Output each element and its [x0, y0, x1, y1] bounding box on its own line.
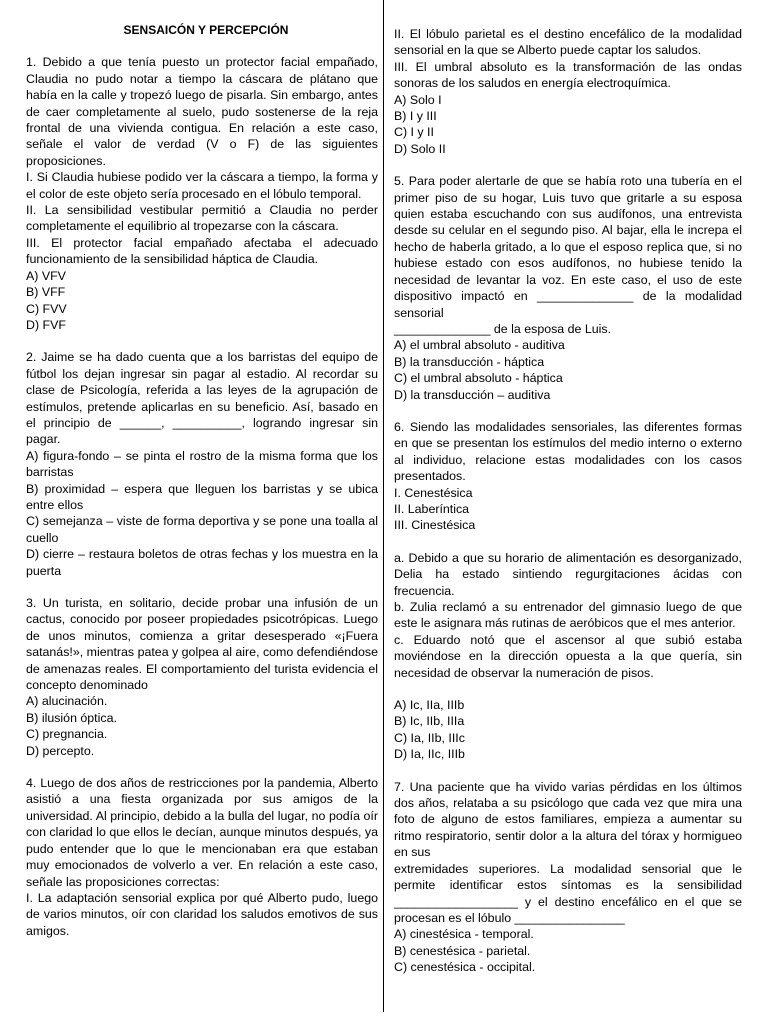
question-3-stem: 3. Un turista, en solitario, decide probar una infusión de un cactus, conocido por poseer propiedades psicotrópicas. Luego de unos minutos, comienza a gritar desesperado «¡Fuera satanás!», mientras patea y golpea al aire, como defendiéndose de amenazas reales. El comportamiento del turista evidencia el concepto denominado — [26, 596, 378, 693]
question-3-option-a: A) alucinación. — [26, 694, 108, 709]
question-6-case-a: a. Debido a que su horario de alimentación es desorganizado, Delia ha estado sintiendo regurgitaciones ácidas con frecuencia. — [394, 550, 742, 598]
question-6 — [394, 419, 742, 763]
question-1-prop-3: III. El protector facial empañado afectaba el adecuado funcionamiento de la sensibilidad háptica de Claudia. — [26, 235, 378, 267]
question-4-option-c: C) I y II — [394, 125, 434, 140]
spacer — [394, 681, 742, 697]
question-4-option-d: D) Solo II — [394, 141, 446, 156]
question-4-prop-2: II. El lóbulo parietal es el destino encefálico de la modalidad sensorial en la que se Alberto puede captar los saludos. — [394, 27, 742, 58]
question-5-option-a: A) el umbral absoluto - auditiva — [394, 338, 565, 353]
question-1-prop-2: II. La sensibilidad vestibular permitió a Claudia no perder completamente el equilibrio al tropezarse con la cáscara. — [26, 203, 378, 234]
question-2-option-b: B) proximidad – espera que lleguen los barristas y se ubica entre ellos — [26, 481, 378, 512]
question-1-option-c: C) FVV — [26, 301, 67, 316]
question-1-option-d: D) FVF — [26, 317, 66, 332]
question-6-case-b: b. Zulia reclamó a su entrenador del gimnasio luego de que este le asignara más rutinas de aeróbicos que el mes anterior. — [394, 600, 742, 631]
question-2-option-a: A) figura-fondo – se pinta el rostro de la misma forma que los barristas — [26, 448, 378, 480]
left-column — [26, 22, 378, 955]
question-4 — [26, 775, 378, 939]
question-5-option-c: C) el umbral absoluto - háptica — [394, 371, 563, 386]
question-3-option-b: B) ilusión óptica. — [26, 710, 117, 725]
question-6-stem: 6. Siendo las modalidades sensoriales, las diferentes formas en que se presentan los estímulos del medio interno o externo al individuo, relacione estas modalidades con los casos presentados. — [394, 419, 742, 484]
question-5-option-d: D) la transducción – auditiva — [394, 387, 551, 402]
question-6-option-b: B) Ic, IIb, IIIa — [394, 714, 465, 729]
question-2 — [26, 349, 378, 579]
question-1-option-a: A) VFV — [26, 268, 66, 283]
question-7 — [394, 779, 742, 976]
question-4-option-a: A) Solo I — [394, 92, 442, 107]
question-4-continued — [394, 26, 742, 157]
question-3 — [26, 595, 378, 759]
question-1-option-b: B) VFF — [26, 285, 66, 300]
question-4-stem: 4. Luego de dos años de restricciones por la pandemia, Alberto asistió a una fiesta organizada por sus amigos de la universidad. Al principio, debido a la bulla del lugar, no podía oír con claridad lo que ellos le decían, aunque minutos después, ya pudo entender que lo que le mencionaban era que estaban muy emocionados de volverlo a ver. En relación a este caso, señale las proposiciones correctas: — [26, 776, 378, 889]
question-4-option-b: B) I y III — [394, 109, 437, 124]
question-7-option-c: C) cenestésica - occipital. — [394, 960, 536, 975]
question-6-case-c: c. Eduardo notó que el ascensor al que subió estaba moviéndose en la dirección opuesta a la que quería, sin necesidad de observar la numeración de pisos. — [394, 632, 742, 680]
question-1-stem: 1. Debido a que tenía puesto un protector facial empañado, Claudia no pudo notar a tiempo la cáscara de plátano que había en la calle y tropezó luego de pisarla. Sin embargo, antes de caer completamente al suelo, pudo sostenerse de la reja frontal de una vivienda contigua. En relación a este caso, señale el valor de verdad (V o F) de las siguientes proposiciones. — [26, 55, 378, 168]
question-6-option-a: A) Ic, IIa, IIIb — [394, 698, 465, 713]
question-2-stem: 2. Jaime se ha dado cuenta que a los barristas del equipo de fútbol los dejan ingresar sin pagar al estadio. Al recordar su clase de Psicología, referida a las leyes de la agrupación de estímulos, pretende aplicarlas en su beneficio. Así, basado en el principio de ______, __________, logrando ingresar sin pagar. — [26, 350, 378, 447]
question-2-option-c: C) semejanza – viste de forma deportiva y se pone una toalla al cuello — [26, 514, 378, 545]
question-4-prop-3: III. El umbral absoluto es la transformación de las ondas sonoras de los saludos en energía electroquímica. — [394, 59, 742, 91]
question-5-option-b: B) la transducción - háptica — [394, 354, 545, 369]
question-4-prop-1: I. La adaptación sensorial explica por qué Alberto pudo, luego de varios minutos, oír con claridad los saludos emotivos de sus amigos. — [26, 890, 378, 938]
question-3-option-d: D) percepto. — [26, 743, 95, 758]
question-7-option-a: A) cinestésica - temporal. — [394, 927, 534, 942]
question-5-stem: 5. Para poder alertarle de que se había roto una tubería en el primer piso de su hogar, Luis tuvo que gritarle a su esposa quien estaba escuchando con sus audífonos, una entrevista desde su celular en el segundo piso. Al bajar, ella le increpa el hecho de haberla gritado, a lo que el esposo replica que, si no hubiese estado con esos audífonos, no hubiese tenido la necesidad de levantar la voz. En este caso, el uso de este dispositivo impactó en ______________ de la modalidad sensorial — [394, 174, 742, 320]
question-1 — [26, 54, 378, 333]
question-7-stem-end: extremidades superiores. La modalidad sensorial que le permite identificar estos síntomas es la sensibilidad __________________ y el destino encefálico en el que se procesan es el lóbulo ________________ — [394, 861, 742, 925]
column-divider — [383, 0, 384, 1012]
question-6-modality-3: III. Cinestésica — [394, 518, 476, 533]
question-6-option-d: D) Ia, IIc, IIIb — [394, 747, 465, 762]
question-6-option-c: C) Ia, IIb, IIIc — [394, 730, 465, 745]
question-7-stem: 7. Una paciente que ha vivido varias pérdidas en los últimos dos años, relataba a su psicólogo que cada vez que mira una foto de alguno de estos familiares, empieza a aumentar su ritmo respiratorio, sentir dolor a la altura del tórax y hormigueo en sus — [394, 779, 742, 860]
question-5-stem-end: ______________ de la esposa de Luis. — [394, 321, 612, 336]
question-2-option-d: D) cierre – restaura boletos de otras fechas y los muestra en la puerta — [26, 547, 378, 578]
question-5 — [394, 173, 742, 403]
question-7-option-b: B) cenestésica - parietal. — [394, 943, 531, 958]
right-column — [394, 26, 742, 992]
spacer — [394, 534, 742, 550]
question-6-modality-1: I. Cenestésica — [394, 485, 473, 500]
question-6-modality-2: II. Laberíntica — [394, 501, 470, 516]
page-title: SENSAICÓN Y PERCEPCIÓN — [123, 23, 289, 37]
question-1-prop-1: I. Si Claudia hubiese podido ver la cáscara a tiempo, la forma y el color de este objeto sería procesado en el lóbulo temporal. — [26, 170, 378, 201]
question-3-option-c: C) pregnancia. — [26, 727, 108, 742]
